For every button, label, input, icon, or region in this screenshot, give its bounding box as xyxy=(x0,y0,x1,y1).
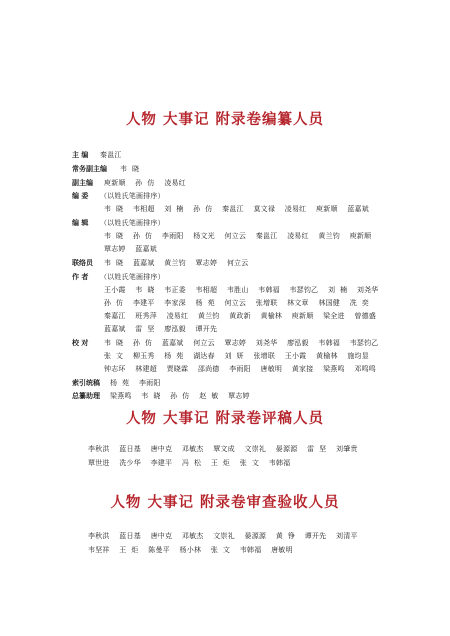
name-line: 孙 仿 李建平 李家深 杨 苑 何立云 张增联 林文章 林国健 冼 奕 xyxy=(104,299,369,307)
role-label-editorial-board: 编 委 xyxy=(72,192,89,200)
name-line: 李秋洪 蓝日基 唐中克 邓敏杰 覃文成 文崇礼 晏源源 雷 坚 刘肇贵 xyxy=(88,445,358,453)
name-line: 庾新顺 孙 仿 凌易红 xyxy=(104,179,186,187)
name-line: 韦 晓 孙 仿 李雨阳 杨文光 何立云 秦邕江 凌易红 黄兰钧 庾新顺 xyxy=(104,232,372,240)
section-title-acceptance: 人物 大事记 附录卷审查验收人员 xyxy=(110,494,340,511)
role-label-executive-deputy-editor: 常务副主编 xyxy=(72,165,107,173)
role-label-index-editor: 索引统稿 xyxy=(72,379,100,387)
name-line: 蓝嘉斌 雷 坚 廖泓毅 谭开先 xyxy=(104,325,218,333)
sort-note: （以姓氏笔画排序） xyxy=(100,192,165,200)
sort-note: （以姓氏笔画排序） xyxy=(100,273,165,281)
name-line: 韦 晓 韦相超 刘 楠 孙 仿 秦邕江 莫文禄 凌易红 庾新顺 蓝嘉斌 xyxy=(104,205,369,213)
name-line: 秦嘉江 班秀萍 凌易红 黄兰钧 黄政新 黄榆林 庾新顺 梁全进 曾德盛 xyxy=(104,312,377,320)
role-label-liaison: 联络员 xyxy=(72,259,93,267)
name-line: 覃志婷 蓝嘉斌 xyxy=(104,245,157,253)
role-label-chief-editor: 主 编 xyxy=(72,151,89,159)
role-label-compilation-assistant: 总纂助理 xyxy=(72,392,100,400)
name-line: 梁燕鸣 韦 晓 孙 仿 赵 敏 覃志婷 xyxy=(110,392,250,400)
name-line: 钟志环 林建超 贾晓霖 邵尚德 李雨阳 唐敏明 黄家接 梁燕鸣 邓鸣鸣 xyxy=(104,365,377,373)
role-label-proofreaders: 校 对 xyxy=(72,339,89,347)
name-line: 韦 晓 孙 仿 蓝嘉斌 何立云 覃志婷 刘尧华 廖泓毅 韦韩福 韦瑟钧乙 xyxy=(104,339,379,347)
role-label-deputy-editor: 副主编 xyxy=(72,179,93,187)
section-title-compilers: 人物 大事记 附录卷编纂人员 xyxy=(125,111,325,128)
section-title-reviewers: 人物 大事记 附录卷评稿人员 xyxy=(125,410,325,427)
name-line: 王小霞 韦 晓 韦正委 韦相超 韦胜山 韦韩福 韦瑟钧乙 刘 楠 刘尧华 xyxy=(104,286,379,294)
name-line: 秦邕江 xyxy=(100,151,122,159)
name-line: 李秋洪 蓝日基 唐中克 邓敏杰 文崇礼 晏源源 黄 铮 谭开先 刘清平 xyxy=(88,532,358,540)
role-label-editors: 编 辑 xyxy=(72,219,89,227)
name-line: 杨 苑 李雨阳 xyxy=(110,379,161,387)
name-line: 覃世进 冼少华 李建平 冯 松 王 炬 张 文 韦韩福 xyxy=(88,459,291,467)
name-line: 韦 晓 蓝嘉斌 黄兰钧 覃志婷 何立云 xyxy=(104,259,249,267)
name-line: 韦坚祥 王 炬 陈曼平 杨小林 张 文 韦韩福 唐敏明 xyxy=(88,546,293,554)
name-line: 张 文 柳玉秀 杨 苑 湖达春 刘 妍 张增联 王小霞 黄榆林 施均显 xyxy=(104,352,369,360)
role-label-authors: 作 者 xyxy=(72,273,89,281)
name-line: 韦 晓 xyxy=(120,165,140,173)
sort-note: （以姓氏笔画排序） xyxy=(100,219,165,227)
